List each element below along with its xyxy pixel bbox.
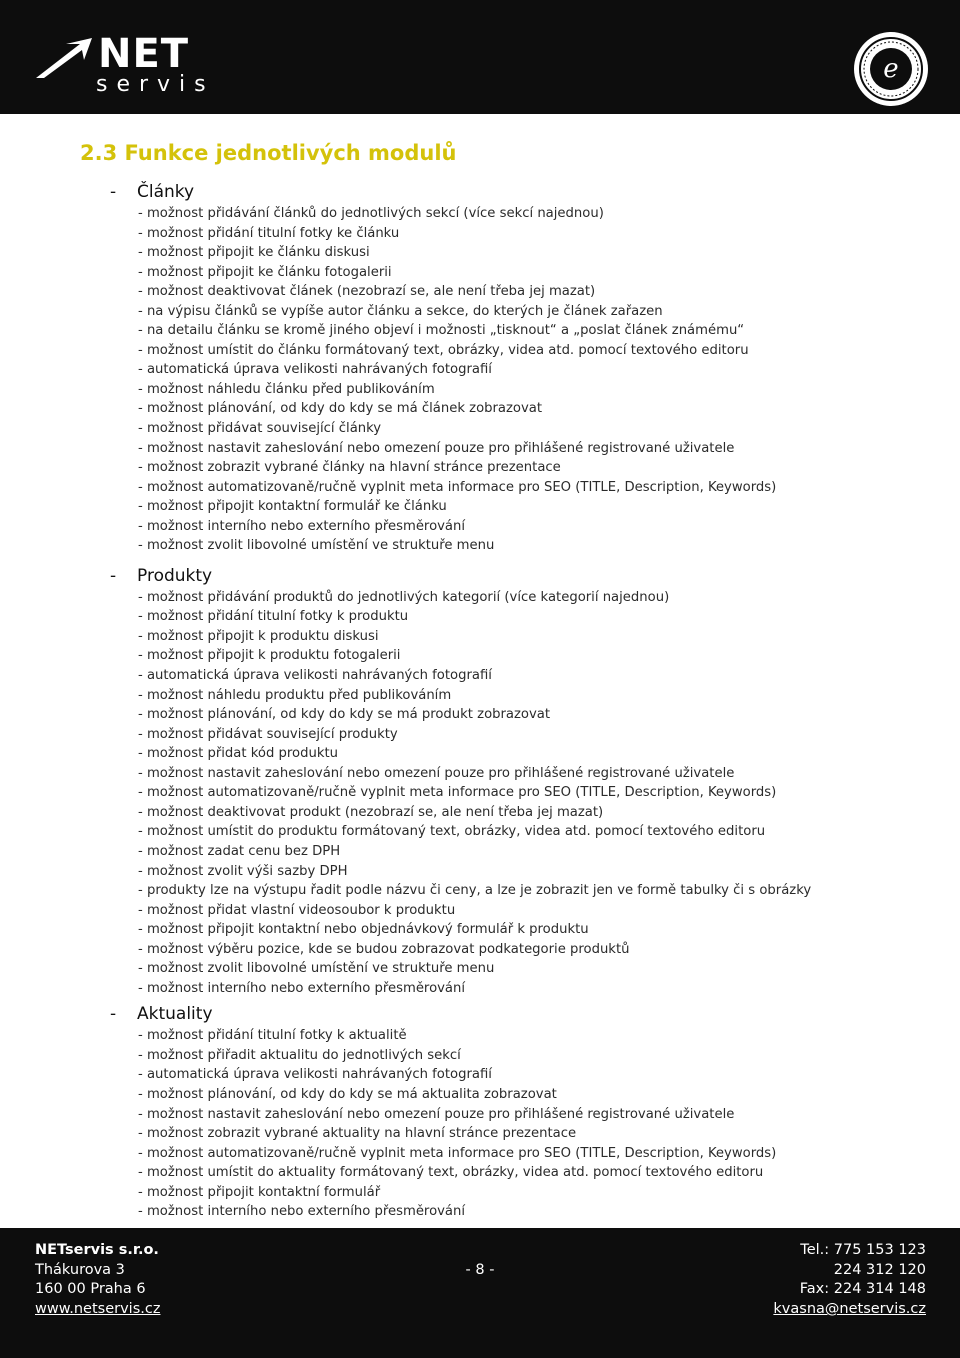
feature-item: - možnost přiřadit aktualitu do jednotlivých sekcí: [138, 1047, 461, 1063]
feature-item: - možnost přidávání produktů do jednotlivých kategorií (více kategorií najednou): [138, 589, 670, 605]
module-heading: [0, 1002, 960, 1026]
feature-item: - možnost připojit ke článku fotogalerii: [138, 264, 392, 280]
feature-item: - možnost zvolit libovolné umístění ve struktuře menu: [138, 538, 495, 554]
netservis-logo: [36, 31, 226, 102]
feature-item: - na výpisu článků se vypíše autor článku a sekce, do kterých je článek zařazen: [138, 303, 663, 319]
feature-item: - možnost zobrazit vybrané aktuality na hlavní stránce prezentace: [138, 1126, 577, 1142]
module-group-aktuality: [0, 1002, 960, 1221]
phone-number-secondary: 224 312 120: [833, 1261, 926, 1278]
feature-item: - možnost zadat cenu bez DPH: [138, 843, 341, 859]
feature-item: - možnost přidat kód produktu: [138, 746, 338, 762]
feature-item: - možnost přidávání článků do jednotlivých sekcí (více sekcí najednou): [138, 206, 604, 221]
feature-item: - možnost náhledu článku před publikováním: [138, 381, 435, 397]
heading-label: Články: [137, 182, 195, 202]
feature-item: - možnost přidání titulní fotky k produktu: [138, 609, 409, 625]
feature-item: - možnost přidávat související články: [138, 421, 382, 437]
heading-label: Produkty: [137, 565, 213, 586]
feature-item: - možnost interního nebo externího přesměrování: [138, 518, 466, 534]
feature-item: - automatická úprava velikosti nahrávaných fotografií: [138, 1067, 492, 1083]
logo-servis-text: servis: [96, 72, 215, 97]
feature-item: - možnost náhledu produktu před publikováním: [138, 687, 452, 703]
feature-item: - možnost připojit kontaktní formulář ke článku: [138, 499, 447, 515]
feature-item: - možnost automatizovaně/ručně vyplnit meta informace pro SEO (TITLE, Description, Keywords): [138, 1145, 777, 1161]
heading-dash: -: [110, 565, 117, 586]
feature-item: - možnost nastavit zaheslování nebo omezení pouze pro přihlášené registrované uživatele: [138, 1106, 735, 1122]
feature-item: - možnost připojit kontaktní nebo objednávkový formulář k produktu: [138, 922, 589, 938]
website-link[interactable]: www.netservis.cz: [35, 1301, 161, 1318]
heading-dash: -: [110, 1004, 117, 1025]
svg-text:e: e: [883, 54, 899, 84]
street-address: Thákurova 3: [35, 1261, 125, 1278]
logo-arrow-icon: [36, 38, 98, 78]
feature-item: - možnost interního nebo externího přesměrování: [138, 980, 466, 996]
feature-item: - možnost plánování, od kdy do kdy se má produkt zobrazovat: [138, 707, 551, 723]
feature-list: [0, 588, 960, 998]
module-group-clanky: [0, 180, 960, 564]
feature-item: - možnost umístit do produktu formátovaný text, obrázky, videa atd. pomocí textového editoru: [138, 824, 766, 840]
module-heading: [0, 180, 960, 204]
phone-number: Tel.: 775 153 123: [800, 1242, 926, 1258]
feature-item: - možnost zvolit výši sazby DPH: [138, 863, 348, 879]
page-header: [0, 0, 960, 114]
feature-item: - možnost automatizovaně/ručně vyplnit meta informace pro SEO (TITLE, Description, Keywords): [138, 785, 777, 801]
feature-item: - možnost přidávat související produkty: [138, 726, 398, 742]
feature-item: - možnost zobrazit vybrané články na hlavní stránce prezentace: [138, 460, 561, 476]
feature-item: - možnost připojit ke článku diskusi: [138, 245, 370, 261]
section-title: 2.3 Funkce jednotlivých modulů: [80, 141, 457, 165]
company-name: NETservis s.r.o.: [35, 1242, 159, 1258]
feature-list: [0, 204, 960, 556]
feature-item: - automatická úprava velikosti nahrávaných fotografií: [138, 668, 492, 684]
feature-item: - možnost interního nebo externího přesměrování: [138, 1204, 466, 1220]
email-link[interactable]: kvasna@netservis.cz: [773, 1301, 926, 1318]
feature-item: - automatická úprava velikosti nahrávaných fotografií: [138, 362, 492, 378]
feature-item: - produkty lze na výstupu řadit podle názvu či ceny, a lze je zobrazit jen ve formě tabulky či s obrázky: [138, 883, 812, 899]
feature-item: - možnost výběru pozice, kde se budou zobrazovat podkategorie produktů: [138, 941, 630, 957]
feature-item: - možnost deaktivovat článek (nezobrazí se, ale není třeba jej mazat): [138, 284, 596, 300]
heading-dash: -: [110, 182, 117, 202]
fax-number: Fax: 224 314 148: [799, 1281, 926, 1298]
feature-item: - možnost plánování, od kdy do kdy se má článek zobrazovat: [138, 401, 543, 417]
feature-item: - možnost přidání titulní fotky ke článku: [138, 225, 400, 241]
logo-net-text: NET: [98, 31, 190, 77]
feature-item: - možnost deaktivovat produkt (nezobrazí se, ale není třeba jej mazat): [138, 804, 604, 820]
feature-item: - možnost připojit k produktu diskusi: [138, 628, 379, 644]
feature-item: - možnost umístit do článku formátovaný text, obrázky, videa atd. pomocí textového editoru: [138, 342, 749, 358]
module-list: [0, 180, 960, 1222]
page-footer: [0, 1228, 960, 1358]
feature-list: [0, 1026, 960, 1221]
feature-item: - na detailu článku se kromě jiného objeví i možnosti „tisknout“ a „poslat článek známému“: [138, 323, 745, 339]
eurocert-seal: [852, 30, 930, 108]
certification-seal-icon: [852, 30, 930, 108]
feature-item: - možnost připojit kontaktní formulář: [138, 1184, 381, 1200]
page-number: - 8 -: [465, 1262, 495, 1278]
feature-item: - možnost přidat vlastní videosoubor k produktu: [138, 902, 456, 918]
heading-label: Aktuality: [137, 1004, 213, 1025]
feature-item: - možnost nastavit zaheslování nebo omezení pouze pro přihlášené registrované uživatele: [138, 440, 735, 456]
feature-item: - možnost přidání titulní fotky k aktualitě: [138, 1028, 407, 1044]
feature-item: - možnost plánování, od kdy do kdy se má aktualita zobrazovat: [138, 1086, 557, 1102]
feature-item: - možnost nastavit zaheslování nebo omezení pouze pro přihlášené registrované uživatele: [138, 765, 735, 781]
module-group-produkty: [0, 564, 960, 1002]
feature-item: - možnost automatizovaně/ručně vyplnit meta informace pro SEO (TITLE, Description, Keywords): [138, 479, 777, 495]
footer-contacts: [773, 1241, 926, 1320]
feature-item: - možnost zvolit libovolné umístění ve struktuře menu: [138, 961, 495, 977]
city-address: 160 00 Praha 6: [35, 1281, 146, 1298]
feature-item: - možnost připojit k produktu fotogalerii: [138, 648, 401, 664]
module-heading: [0, 564, 960, 588]
feature-item: - možnost umístit do aktuality formátovaný text, obrázky, videa atd. pomocí textového editoru: [138, 1165, 764, 1181]
